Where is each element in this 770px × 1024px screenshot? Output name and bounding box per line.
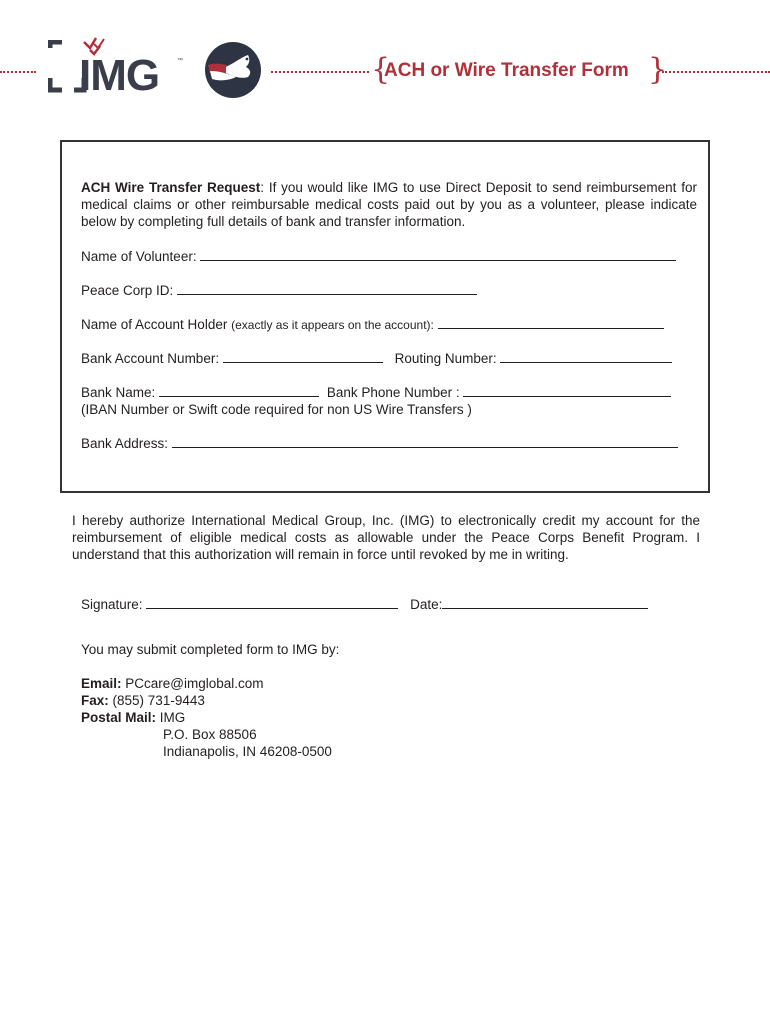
routing-number-label: Routing Number:: [394, 351, 497, 366]
account-number-label: Bank Account Number:: [81, 351, 220, 366]
date-label: Date:: [410, 597, 443, 612]
bank-name-row: [81, 384, 671, 401]
account-holder-row: [81, 316, 664, 334]
submit-intro: You may submit completed form to IMG by:: [81, 642, 340, 657]
title-brace-close: }: [648, 52, 668, 87]
signature-label: Signature:: [81, 597, 143, 612]
peace-corp-id-row: [81, 282, 477, 299]
email-label: Email:: [81, 676, 122, 691]
bank-address-row: [81, 435, 678, 452]
fax-value: (855) 731-9443: [112, 693, 205, 708]
fax-label: Fax:: [81, 693, 109, 708]
signature-row: [81, 596, 648, 613]
header-dotted-rule-middle: [271, 71, 369, 73]
bank-name-label: Bank Name:: [81, 385, 156, 400]
bank-phone-field[interactable]: [463, 384, 671, 397]
peace-corp-id-label: Peace Corp ID:: [81, 283, 174, 298]
account-holder-label: Name of Account Holder: [81, 317, 228, 332]
postal-mail-line2: P.O. Box 88506: [163, 727, 257, 742]
bank-address-field[interactable]: [172, 435, 678, 448]
bank-phone-label: Bank Phone Number :: [326, 385, 460, 400]
intro-heading: ACH Wire Transfer Request: [81, 180, 261, 195]
title-brace-open: {: [371, 52, 391, 87]
volunteer-name-row: [81, 248, 676, 265]
email-value[interactable]: PCcare@imglobal.com: [125, 676, 264, 691]
logo-wordmark: IMG: [79, 51, 160, 100]
volunteer-name-label: Name of Volunteer:: [81, 249, 197, 264]
peace-corps-emblem-icon: [204, 41, 262, 99]
postal-mail-line3: Indianapolis, IN 46208-0500: [163, 744, 332, 759]
iban-note: (IBAN Number or Swift code required for non US Wire Transfers ): [81, 402, 472, 417]
fax-row: [81, 692, 205, 709]
authorization-paragraph: I hereby authorize International Medical Group, Inc. (IMG) to electronically credit my account for the reimbursement of eligible medical costs as allowable under the Peace Corps Benefit Program. I understand that this authorization will remain in force until revoked by me in writing.: [72, 513, 700, 562]
account-holder-field[interactable]: [438, 316, 664, 329]
header-dotted-rule-right: [662, 71, 770, 73]
email-row: [81, 675, 264, 692]
volunteer-name-field[interactable]: [200, 248, 676, 261]
logo-trademark: ™: [177, 58, 183, 64]
img-logo: [48, 40, 198, 100]
routing-number-field[interactable]: [500, 350, 672, 363]
account-number-field[interactable]: [223, 350, 383, 363]
date-field[interactable]: [442, 596, 648, 609]
signature-field[interactable]: [146, 596, 398, 609]
account-holder-note: (exactly as it appears on the account):: [231, 318, 434, 332]
page-title: ACH or Wire Transfer Form: [384, 60, 629, 81]
bank-name-field[interactable]: [159, 384, 319, 397]
header-dotted-rule-left: [0, 71, 36, 73]
intro-paragraph: [81, 179, 697, 230]
postal-mail-line1: IMG: [159, 710, 186, 725]
postal-mail-label: Postal Mail:: [81, 710, 157, 725]
bank-address-label: Bank Address:: [81, 436, 169, 451]
postal-mail-row: [81, 709, 185, 726]
intro-text: : If you would like IMG to use Direct Deposit to send reimbursement for medical claims or other reimbursable medical costs paid out by you as a volunteer, please indicate below by completing full details of bank and transfer information.: [81, 180, 697, 229]
peace-corp-id-field[interactable]: [177, 282, 477, 295]
account-number-row: [81, 350, 672, 367]
